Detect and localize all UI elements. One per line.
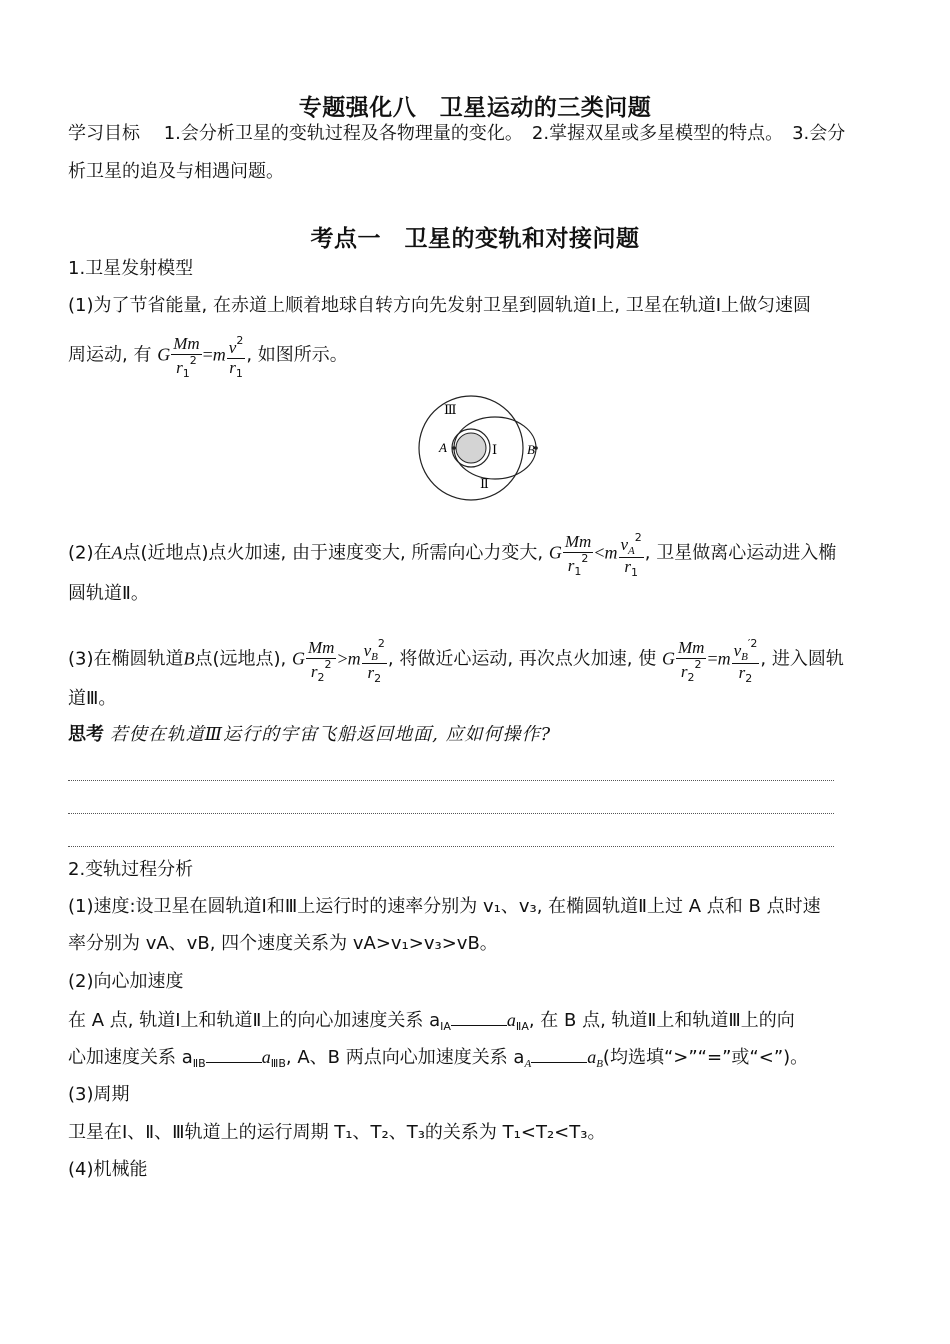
acc-heading: (2)向心加速度 — [68, 971, 184, 992]
think-prompt — [68, 726, 551, 744]
launch-p3-line-1: (3)在椭圆轨道B点(远地点), G $\frac{Mm}{r_2^2}$ >m $\frac{v_B^2}{r_2}$ , 将做近心运动, 再次点火加速, 使 G $\frac{Mm}{r_2^2}$ =m $\frac{v_B^{'2}}{r_2}$ , 进入圆轨 — [68, 637, 844, 686]
label-orbit-III: Ⅲ — [444, 402, 457, 417]
section-title: 考点一 卫星的变轨和对接问题 — [310, 226, 640, 252]
label-orbit-I: Ⅰ — [492, 442, 498, 457]
objectives-text-1: 1.会分析卫星的变轨过程及各物理量的变化。 2.掌握双星或多星模型的特点。 3.会分 — [163, 123, 846, 144]
launch-p3-line-2: 道Ⅲ。 — [68, 688, 117, 709]
period-line: 卫星在Ⅰ、Ⅱ、Ⅲ轨道上的运行周期 T₁、T₂、T₃的关系为 T₁<T₂<T₃。 — [68, 1122, 606, 1143]
answer-line-1[interactable] — [68, 780, 834, 781]
point-A-dot — [452, 446, 456, 450]
launch-heading: 1.卫星发射模型 — [68, 258, 194, 279]
speed-line-2: 率分别为 vA、vB, 四个速度关系为 vA>v₁>v₃>vB。 — [68, 933, 498, 954]
objectives-line-1 — [68, 125, 845, 143]
earth — [456, 433, 486, 463]
speed-line-1: (1)速度:设卫星在圆轨道Ⅰ和Ⅲ上运行时的速率分别为 v₁、v₃, 在椭圆轨道Ⅱ上过 A 点和 B 点时速 — [68, 896, 821, 917]
launch-p2-line-2: 圆轨道Ⅱ。 — [68, 583, 149, 604]
orbit-diagram — [410, 393, 546, 503]
objectives-line-2: 析卫星的追及与相遇问题。 — [68, 161, 284, 182]
label-point-B: B — [527, 442, 535, 457]
blank-1[interactable] — [451, 1024, 507, 1026]
label-orbit-II: Ⅱ — [480, 476, 489, 491]
acc-line-1: 在 A 点, 轨道Ⅰ上和轨道Ⅱ上的向心加速度关系 $a_{ⅠA}$ $a_{ⅡA}$, 在 B 点, 轨道Ⅱ上和轨道Ⅲ上的向 — [68, 1010, 795, 1033]
objectives-label: 学习目标 — [68, 123, 140, 144]
formula-fraction: $\frac{v^2}{r_1}$ — [228, 334, 244, 380]
think-label: 思考 — [68, 724, 104, 745]
acc-line-2: 心加速度关系 $a_{ⅡB}$ $a_{ⅢB}$, A、B 两点向心加速度关系 $a_A$ $a_B$(均选填“>”“=”或“<”)。 — [68, 1047, 809, 1070]
answer-line-2[interactable] — [68, 813, 834, 814]
period-heading: (3)周期 — [68, 1084, 130, 1105]
launch-p1-line-1: (1)为了节省能量, 在赤道上顺着地球自转方向先发射卫星到圆轨道Ⅰ上, 卫星在轨道Ⅰ上做匀速圆 — [68, 295, 811, 316]
blank-3[interactable] — [531, 1061, 587, 1063]
energy-heading: (4)机械能 — [68, 1159, 148, 1180]
label-point-A: A — [439, 440, 447, 455]
blank-2[interactable] — [206, 1061, 262, 1063]
page-title: 专题强化八 卫星运动的三类问题 — [298, 95, 652, 121]
launch-p2-line-1: (2)在A点(近地点)点火加速, 由于速度变大, 所需向心力变大, G $\frac{Mm}{r_1^2}$ <m $\frac{v_A^2}{r_1}$ , 卫星做离心运动进入椭 — [68, 531, 837, 580]
formula-fraction: $\frac{Mm}{r_1^2}$ — [173, 334, 200, 380]
launch-p1-line-2: 周运动, 有 G $\frac{Mm}{r_1^2}$ =m $\frac{v^2}{r_1}$ , 如图所示。 — [68, 334, 348, 380]
answer-line-3[interactable] — [68, 846, 834, 847]
analysis-heading: 2.变轨过程分析 — [68, 859, 194, 880]
think-question: 若使在轨道Ⅲ运行的宇宙飞船返回地面, 应如何操作? — [109, 724, 552, 745]
